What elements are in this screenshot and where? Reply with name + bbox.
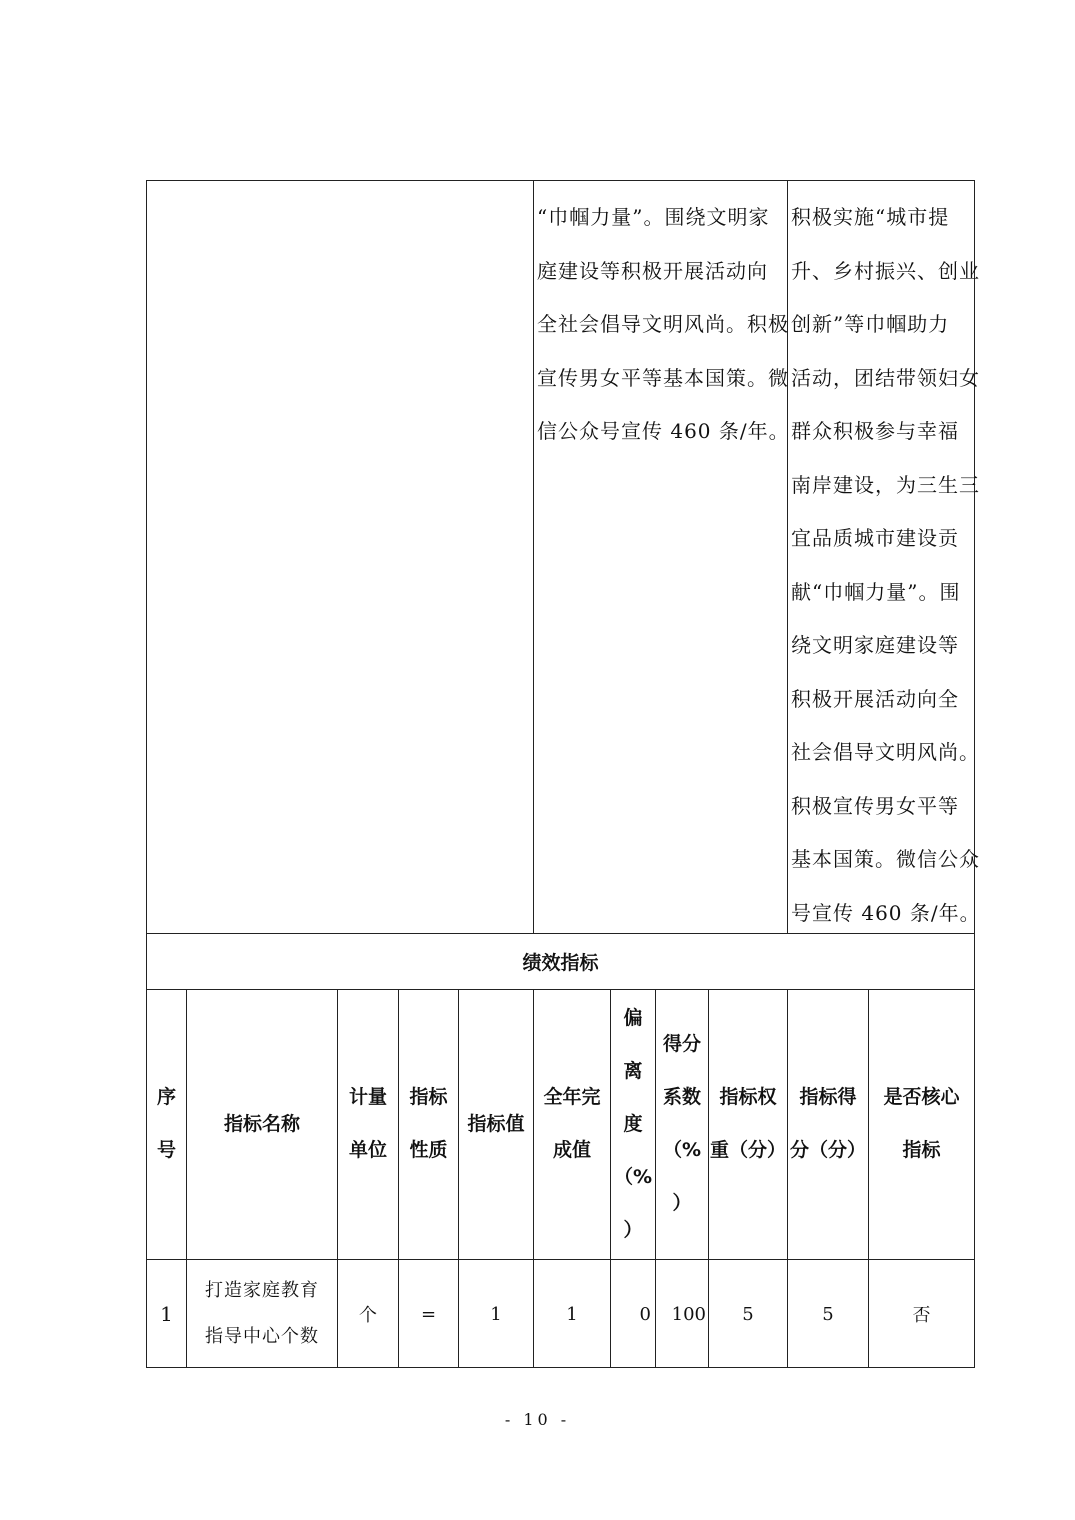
header-text: 单位 (348, 1139, 387, 1161)
completion-note-line: 宜品质城市建设贡 (791, 526, 959, 550)
completion-note-line: 群众积极参与幸福 (791, 419, 959, 443)
row-score: 5 (822, 1303, 834, 1325)
header-deviation (611, 989, 655, 1259)
completion-description-line: 全社会倡导文明风尚。积极 (537, 312, 789, 336)
header-text: （% (662, 1139, 702, 1161)
header-annual-value (534, 989, 610, 1259)
completion-note-line: 创新”等巾帼助力 (791, 312, 950, 336)
header-text: 离 (623, 1059, 643, 1082)
header-text: 指标值 (467, 1112, 525, 1135)
row-indicator-name (187, 1260, 337, 1368)
header-indicator-name (187, 989, 337, 1259)
header-text: 号 (156, 1139, 176, 1161)
header-text: 指标名称 (223, 1112, 300, 1135)
header-nature (399, 989, 458, 1259)
completion-note-line: 活动，团结带领妇女 (791, 365, 980, 390)
row-deviation: 0 (639, 1303, 651, 1325)
row-seq: 1 (160, 1302, 173, 1326)
row-indicator-name-line: 打造家庭教育 (205, 1280, 319, 1301)
header-unit (338, 989, 398, 1259)
divider (533, 181, 534, 933)
header-score-coefficient (656, 989, 708, 1259)
header-text: 重（分） (709, 1139, 786, 1161)
completion-description (537, 191, 790, 459)
completion-note-line: 积极宣传男女平等 (791, 793, 959, 818)
row-score-coefficient: 100 (671, 1303, 706, 1325)
row-indicator-name-line: 指导中心个数 (205, 1326, 319, 1347)
header-text: 度 (623, 1112, 643, 1135)
completion-note (791, 191, 981, 940)
header-text: 指标得 (799, 1086, 857, 1108)
completion-description-line: “巾帼力量”。围绕文明家 (537, 205, 770, 229)
header-text: 是否核心 (883, 1086, 960, 1108)
header-text: 系数 (662, 1086, 701, 1108)
completion-description-line: 信公众号宣传 460 条/年。 (537, 419, 790, 443)
divider (787, 181, 788, 933)
header-weight (709, 989, 787, 1259)
completion-note-line: 南岸建设，为三生三 (791, 472, 980, 497)
header-text: ） (672, 1192, 692, 1214)
header-text: 序 (156, 1086, 176, 1108)
performance-table (146, 180, 981, 1368)
completion-description-line: 宣传男女平等基本国策。微 (537, 365, 789, 390)
header-text: 指标 (409, 1086, 448, 1108)
header-text: ） (623, 1218, 643, 1241)
row-weight: 5 (742, 1303, 754, 1325)
completion-description-line: 庭建设等积极开展活动向 (537, 258, 768, 283)
completion-note-line: 基本国策。微信公众 (791, 847, 980, 871)
header-text: 得分 (662, 1033, 701, 1055)
section-title: 绩效指标 (522, 951, 599, 974)
row-target-value: 1 (490, 1303, 502, 1325)
header-text: 成值 (552, 1139, 591, 1161)
completion-note-line: 积极开展活动向全 (791, 686, 959, 711)
row-nature: = (420, 1303, 437, 1325)
completion-note-line: 积极实施“城市提 (791, 205, 950, 229)
header-core-indicator (869, 989, 974, 1259)
header-text: 偏 (623, 1006, 643, 1029)
completion-note-line: 升、乡村振兴、创业 (791, 258, 980, 283)
row-annual-value: 1 (566, 1303, 578, 1325)
completion-note-line: 献“巾帼力量”。围 (791, 579, 961, 604)
header-text: （% (613, 1165, 653, 1188)
header-text: 全年完 (543, 1086, 601, 1108)
row-core-indicator: 否 (912, 1305, 931, 1326)
header-text: 计量 (348, 1086, 387, 1108)
header-score (788, 989, 868, 1259)
completion-note-line: 号宣传 460 条/年。 (791, 900, 981, 925)
row-unit: 个 (359, 1305, 377, 1326)
completion-note-line: 社会倡导文明风尚。 (791, 740, 980, 764)
header-target-value (459, 989, 533, 1259)
page-number: - 10 - (504, 1410, 571, 1429)
header-text: 分（分） (789, 1139, 866, 1161)
header-text: 指标 (902, 1139, 941, 1161)
header-text: 性质 (409, 1139, 448, 1161)
header-seq (147, 989, 186, 1259)
completion-note-line: 绕文明家庭建设等 (791, 633, 959, 657)
header-text: 指标权 (719, 1086, 777, 1108)
